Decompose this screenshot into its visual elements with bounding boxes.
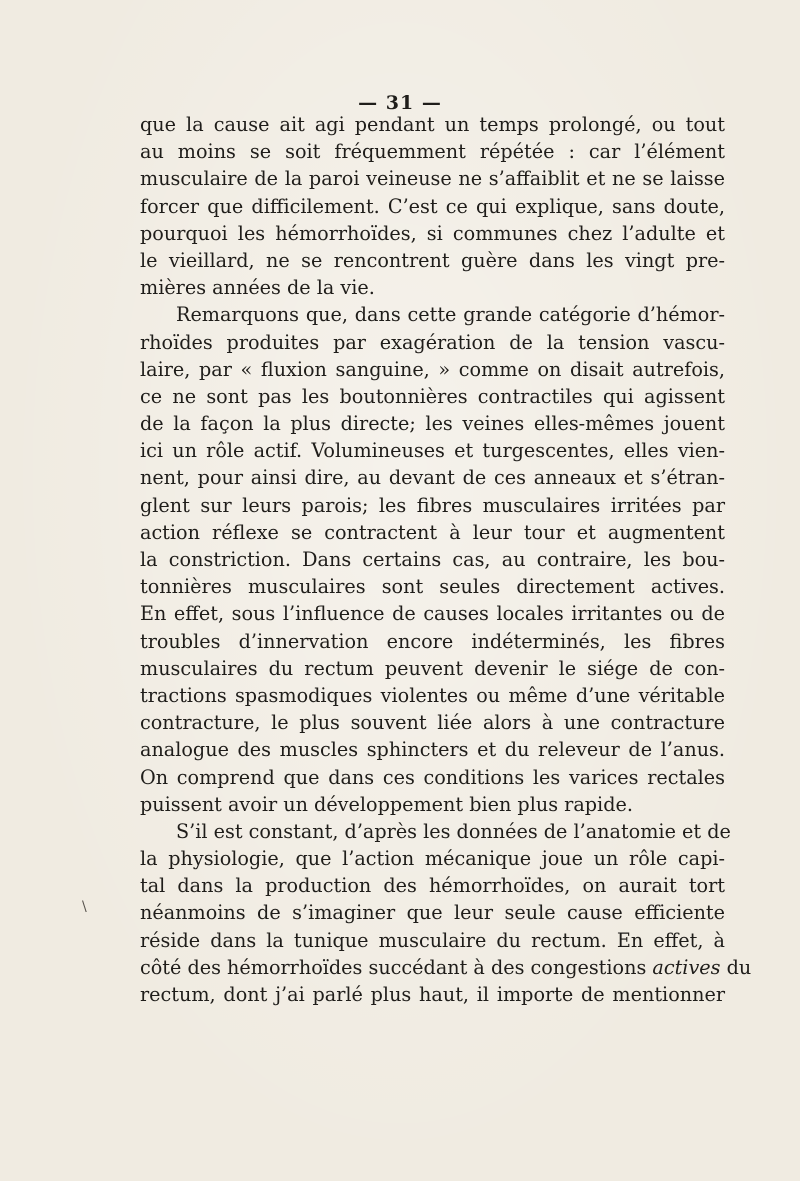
text-line: forcer que difficilement. C’est ce qui explique, sans doute, (140, 194, 725, 218)
text-segment: du (720, 955, 752, 979)
text-line: troubles d’innervation encore indéterminés, les fibres (140, 629, 725, 653)
text-line: la physiologie, que l’action mécanique joue un rôle capi- (140, 847, 725, 871)
text-line: analogue des muscles sphincters et du releveur de l’anus. (140, 738, 725, 762)
text-line: rectum, dont j’ai parlé plus haut, il importe de mentionner (140, 983, 725, 1006)
text-line: glent sur leurs parois; les fibres musculaires irritées par (140, 493, 725, 517)
text-line: de la façon la plus directe; les veines elles-mêmes jouent (140, 412, 725, 436)
text-line: ici un rôle actif. Volumineuses et turgescentes, elles vien- (140, 439, 725, 463)
text-line: musculaire de la paroi veineuse ne s’affaiblit et ne se laisse (140, 167, 725, 191)
text-line: que la cause ait agi pendant un temps prolongé, ou tout (140, 113, 725, 136)
text-line: tractions spasmodiques violentes ou même d’une véritable (140, 683, 725, 707)
text-line: tal dans la production des hémorrhoïdes, on aurait tort (140, 874, 725, 898)
body-text (140, 111, 752, 1008)
text-line: le vieillard, ne se rencontrent guère dans les vingt pre- (140, 248, 725, 272)
margin-mark: \ (82, 899, 87, 915)
text-line: action réflexe se contractent à leur tour et augmentent (140, 520, 725, 544)
text-line: musculaires du rectum peuvent devenir le siége de con- (140, 656, 725, 680)
text-line: pourquoi les hémorrhoïdes, si communes chez l’adulte et (140, 221, 725, 245)
text-line: réside dans la tunique musculaire du rectum. En effet, à (140, 928, 725, 952)
text-line: Remarquons que, dans cette grande catégorie d’hémor- (176, 303, 725, 327)
text-line: contracture, le plus souvent liée alors à une contracture (140, 711, 725, 735)
text-segment: côté des hémorrhoïdes succédant à des congestions (140, 955, 647, 979)
text-line-with-italic (140, 954, 752, 981)
text-line: au moins se soit fréquemment répétée : car l’élément (140, 140, 725, 164)
text-line: En effet, sous l’influence de causes locales irritantes ou de (140, 602, 725, 626)
text-line: laire, par « fluxion sanguine, » comme on disait autrefois, (140, 357, 725, 381)
italic-word: actives (652, 955, 721, 979)
text-line: néanmoins de s’imaginer que leur seule cause efficiente (140, 901, 725, 925)
text-line: rhoïdes produites par exagération de la tension vascu- (140, 330, 725, 354)
text-line: mières années de la vie. (140, 276, 375, 300)
text-line: On comprend que dans ces conditions les varices rectales (140, 765, 725, 789)
text-line: ce ne sont pas les boutonnières contractiles qui agissent (140, 384, 725, 408)
text-line: la constriction. Dans certains cas, au contraire, les bou- (140, 548, 725, 571)
text-line: puissent avoir un développement bien plus rapide. (140, 792, 633, 816)
text-line: tonnières musculaires sont seules directement actives. (140, 575, 725, 599)
page-number: — 31 — (358, 92, 442, 114)
text-line: nent, pour ainsi dire, au devant de ces anneaux et s’étran- (140, 466, 725, 490)
text-line: S’il est constant, d’après les données de l’anatomie et de (176, 819, 731, 843)
